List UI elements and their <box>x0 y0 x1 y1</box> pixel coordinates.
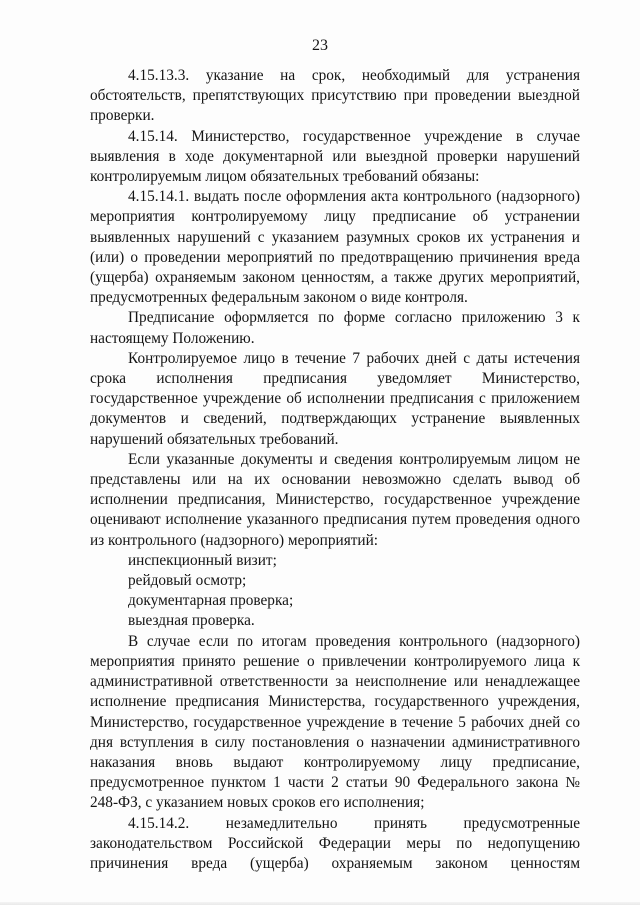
paragraph-prescription-form: Предписание оформляется по форме согласно приложению 3 к настоящему Положению. <box>90 309 580 347</box>
paragraph-controlled-person-notice: Контролируемое лицо в течение 7 рабочих дней с даты истечения срока исполнения предписания уведомляет Министерство, государственное учреждение об исполнении предписания с приложением документов и сведений, подтверждающих устранение выявленных нарушений обязательных требований. <box>90 349 580 448</box>
list-item-documentary-check: документарная проверка; <box>128 592 294 610</box>
document-body <box>90 66 580 874</box>
paragraph-4-15-14: 4.15.14. Министерство, государственное учреждение в случае выявления в ходе документарной или выездной проверки нарушений контролируемым лицом обязательных требований обязаны: <box>90 127 580 186</box>
page-number: 23 <box>312 37 328 54</box>
paragraph-4-15-14-2: 4.15.14.2. незамедлительно принять предусмотренные законодательством Российской Федерации меры по недопущению причинения вреда (ущерба) охраняемым законом ценностям <box>90 814 580 872</box>
list-item-raid-inspection: рейдовый осмотр; <box>128 572 247 590</box>
list-item-field-check: выездная проверка. <box>128 612 255 630</box>
list-item-inspection-visit: инспекционный визит; <box>128 551 277 569</box>
paragraph-4-15-14-1: 4.15.14.1. выдать после оформления акта контрольного (надзорного) мероприятия контролируемому лицу предписание об устранении выявленных нарушений с указанием разумных сроков их устранения и (или) о проведении мероприятий по предотвращению причинения вреда (ущерба) охраняемым законом ценностям, а также других мероприятий, предусмотренных федеральным законом о виде контроля. <box>90 188 580 307</box>
paragraph-4-15-13-3: 4.15.13.3. указание на срок, необходимый для устранения обстоятельств, препятствующих присутствию при проведении выездной проверки. <box>90 67 580 125</box>
paragraph-administrative-liability: В случае если по итогам проведения контрольного (надзорного) мероприятия принято решение о привлечении контролируемого лица к административной ответственности за неисполнение или ненадлежащее исполнение предписания Министерства, государственного учреждения, Министерство, государственное учреждение в течение 5 рабочих дней со дня вступления в силу постановления о назначении административного наказания вновь выдают контролируемому лицу предписание, предусмотренное пунктом 1 части 2 статьи 90 Федерального закона № 248-ФЗ, с указанием новых сроков его исполнения; <box>90 632 580 812</box>
paragraph-evaluation: Если указанные документы и сведения контролируемым лицом не представлены или на их основании невозможно сделать вывод об исполнении предписания, Министерство, государственное учреждение оценивают исполнение указанного предписания путем проведения одного из контрольного (надзорного) мероприятий: <box>90 450 580 549</box>
